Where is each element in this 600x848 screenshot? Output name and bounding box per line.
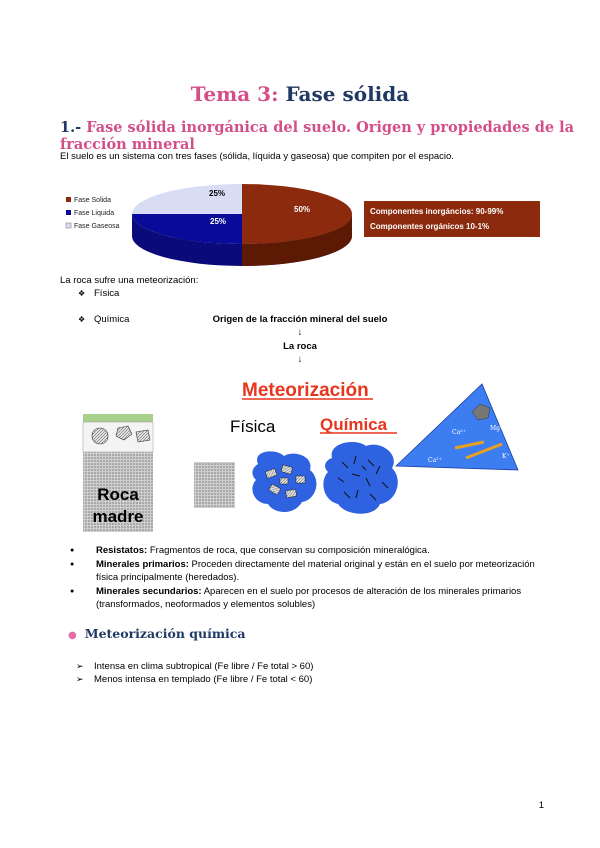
chem-weathering-list: [60, 660, 550, 686]
pie-label-liquid: 25%: [210, 217, 227, 226]
rock-text: La roca sufre una meteorización:: [60, 275, 199, 286]
origin-arrow2: ↓: [297, 354, 303, 365]
chem-item: ➢ Intensa en clima subtropical (Fe libre / Fe total > 60): [60, 660, 550, 673]
legend-liquid: Fase Liquida: [74, 210, 115, 217]
weathering-type-physical: ❖ Física: [60, 287, 600, 300]
bullet-resistatos: [62, 544, 552, 557]
fragment: [296, 476, 305, 483]
bullet-text: Fragmentos de roca, que conservan su composición mineralógica.: [147, 545, 430, 556]
origin-line2: La roca: [283, 341, 317, 352]
bullet-text: Proceden directamente del material original y están en el suelo por meteorización física principalmente (heredados).: [96, 559, 535, 583]
ion-ca: Ca²⁺: [452, 429, 466, 436]
bullet-term: Minerales secundarios:: [96, 586, 202, 597]
ion-k: K⁺: [502, 453, 510, 460]
bullet-text: Aparecen en el suelo por procesos de alteración de los minerales primarios (transformados, neoformados y elementos solubles): [96, 586, 522, 610]
legend-swatch-gas: [66, 223, 71, 228]
bullet-term: Resistatos:: [96, 545, 148, 556]
ion-mg: Mg²⁺: [490, 425, 506, 432]
bullet-primarios: [62, 558, 552, 584]
callout-line1: Componentes inorgáncios: 90-99%: [370, 207, 504, 216]
fisica-label: Física: [230, 417, 276, 436]
legend-swatch-liquid: [66, 210, 71, 215]
weathering-type-chemical: ❖ Química: [60, 313, 600, 326]
legend-solid: Fase Solida: [74, 197, 111, 204]
origin-line1: Origen de la fracción mineral del suelo: [212, 314, 388, 325]
title-part2: Fase sólida: [285, 82, 410, 106]
legend-gas: Fase Gaseosa: [74, 223, 120, 230]
roca-label: Roca: [97, 485, 139, 504]
rock-fragment: [92, 428, 108, 444]
quimica-altered-blob: [323, 442, 397, 514]
intro-text: El suelo es un sistema con tres fases (sólida, líquida y gaseosa) que compiten por el espacio.: [60, 151, 454, 162]
callout-line2: Componentes orgánicos 10-1%: [370, 222, 490, 231]
chem-item: ➢ Menos intensa en templado (Fe libre / Fe total < 60): [60, 673, 550, 686]
fragment: [280, 478, 288, 484]
bullet-secundarios: [62, 585, 552, 611]
fragment: [286, 489, 297, 498]
madre-label: madre: [92, 507, 144, 526]
subheading-quimica: [68, 626, 246, 641]
fisica-rock-square: [194, 462, 235, 508]
pie-label-gas: 25%: [209, 189, 226, 198]
quimica-label: Química: [320, 415, 388, 434]
bullet-term: Minerales primarios:: [96, 559, 189, 570]
weathering-illustration: [70, 370, 550, 542]
section-title: Fase sólida inorgánica del suelo. Origen y propiedades de la fracción mineral: [60, 119, 575, 153]
phase-pie-chart: [62, 176, 542, 272]
mineral-bullets: [62, 544, 552, 612]
meteorizacion-heading: Meteorización: [242, 380, 369, 401]
section-number: 1.-: [60, 119, 82, 136]
soil-layer-top: [83, 414, 153, 422]
subheading-text: Meteorización química: [84, 626, 246, 641]
origin-arrow1: ↓: [297, 327, 303, 338]
rock-fragment: [136, 430, 150, 442]
pie-label-solid: 50%: [294, 205, 311, 214]
page-title: [0, 82, 600, 106]
pink-bullet-icon: ●: [68, 630, 77, 641]
pie-slice-gas: [132, 184, 242, 214]
section-heading: [60, 119, 600, 153]
title-part1: Tema 3:: [190, 82, 279, 106]
ion-ca2: Ca²⁺: [428, 457, 442, 464]
page-number: 1: [538, 800, 544, 811]
legend-swatch-solid: [66, 197, 71, 202]
